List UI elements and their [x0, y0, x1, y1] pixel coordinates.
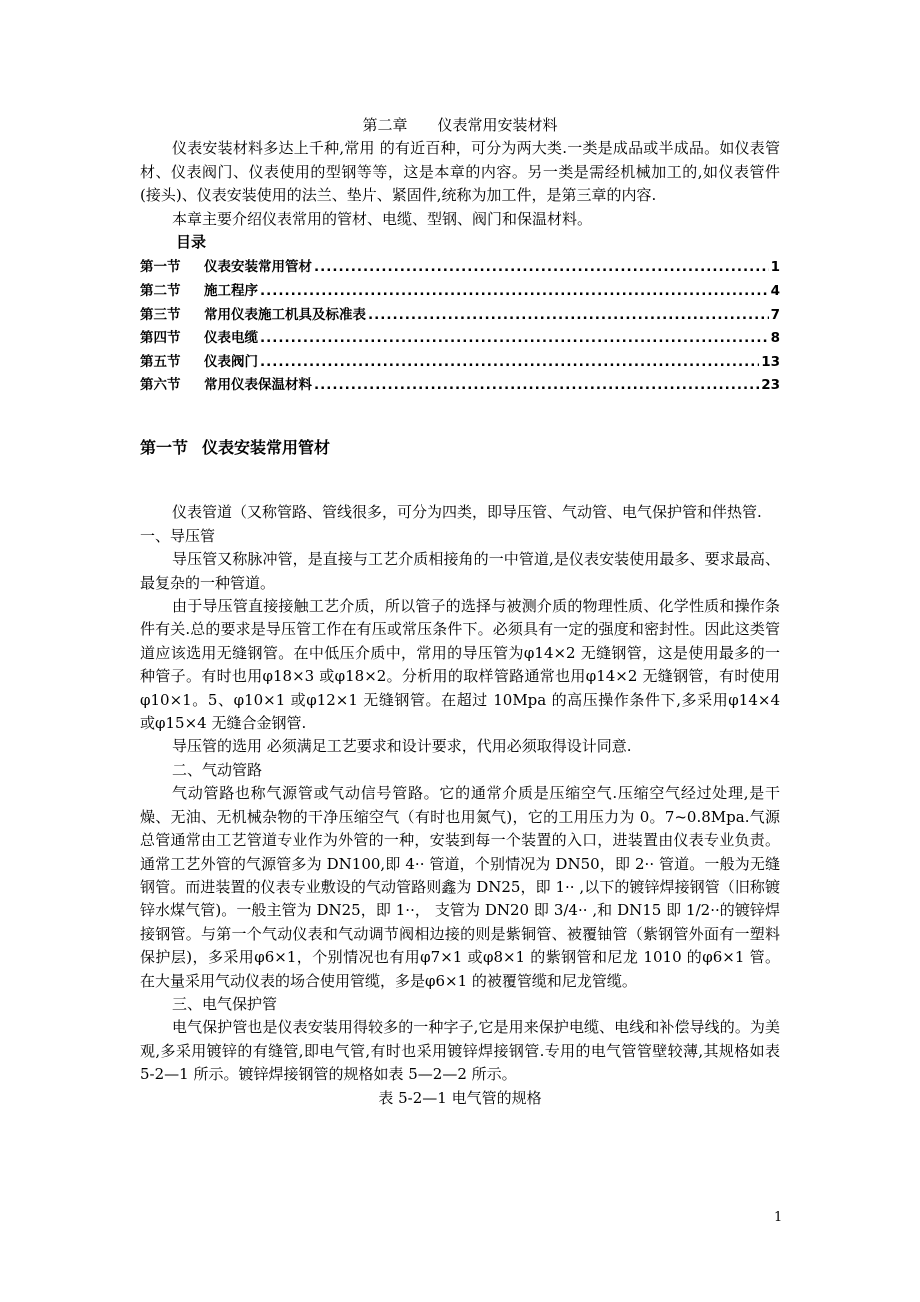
section-name: 仪表安装常用管材 [202, 438, 331, 457]
chapter-number: 第二章 [362, 116, 408, 134]
toc-heading: 目录 [176, 233, 207, 252]
toc-entry-page: 8 [770, 330, 780, 347]
body-paragraph: 由于导压管直接接触工艺介质，所以管子的选择与被测介质的物理性质、化学性质和操作条件有关.总的要求是导压管工作在有压或常压条件下。必须具有一定的强度和密封性。因此这类管道应该选用无缝钢管。在中低压介质中，常用的导压管为φ14×2 无缝钢管，这是使用最多的一种管子。有时也用φ18×3 或φ18×2。分析用的取样管路通常也用φ14×2 无缝钢管，有时使用φ10×1。5、φ10×1 或φ12×1 无缝钢管。在超过 10Mpa 的高压操作条件下,多采用φ14×4 或φ15×4 无缝合金钢管. [140, 597, 780, 733]
toc-entry-number: 第六节 [140, 377, 181, 394]
toc-leader-dots [368, 304, 769, 327]
toc-entry-page: 4 [770, 283, 780, 300]
page-number: 1 [774, 1210, 783, 1225]
body-paragraph: 仪表管道（又称管路、管线很多，可分为四类，即导压管、气动管、电气保护管和伴热管. [172, 503, 762, 522]
body-paragraph: 气动管路也称气源管或气动信号管路。它的通常介质是压缩空气.压缩空气经过处理,是干燥、无油、无机械杂物的干净压缩空气（有时也用氮气)，它的工用压力为 0。7~0.8Mpa.气源总管通常由工艺管道专业作为外管的一种，安装到每一个装置的入口，进装置由仪表专业负责。通常工艺外管的气源管多为 DN100,即 4·· 管道，个别情况为 DN50，即 2·· 管道。一般为无缝钢管。而进装置的仪表专业敷设的气动管路则鑫为 DN25，即 1·· ,以下的镀锌焊接钢管（旧称镀锌水煤气管)。一般主管为 DN25，即 1··， 支管为 DN20 即 3/4·· ,和 DN15 即 1/2··的镀锌焊接钢管。与第一个气动仪表和气动调节阀相边接的则是紫铜管、被覆铀管（紫钢管外面有一塑料保护层)，多采用φ6×1，个别情况也有用φ7×1 或φ8×1 的紫钢管和尼龙 1010 的φ6×1 管。在大量采用气动仪表的场合使用管缆，多是φ6×1 的被覆管缆和尼龙管缆。 [140, 784, 780, 990]
toc-entry-title: 仪表阀门 [204, 353, 258, 370]
intro-paragraph-2: 本章主要介绍仪表常用的管材、电缆、型钢、阀门和保温材料。 [172, 209, 593, 228]
subheading-pneumatic-pipe: 二、气动管路 [172, 760, 263, 779]
toc-entry-1[interactable] [140, 256, 780, 280]
table-caption: 表 5-2—1 电气管的规格 [378, 1088, 542, 1107]
toc-entry-page: 7 [770, 306, 780, 323]
subheading-pressure-pipe: 一、导压管 [140, 526, 216, 545]
toc-entry-5[interactable] [140, 351, 780, 375]
body-paragraph: 导压管又称脉冲管，是直接与工艺介质相接角的一中管道,是仪表安装使用最多、要求最高、最复杂的一种管道。 [140, 550, 780, 592]
toc-entry-page: 1 [770, 259, 780, 276]
toc-leader-dots [260, 327, 769, 350]
toc-leader-dots [314, 256, 769, 279]
toc-entry-number: 第一节 [140, 259, 181, 276]
toc-entry-title: 常用仪表保温材料 [204, 377, 312, 394]
body-paragraph: 导压管的选用 必须满足工艺要求和设计要求，代用必须取得设计同意. [172, 737, 632, 756]
toc-entry-2[interactable] [140, 280, 780, 304]
section-title [140, 436, 780, 459]
toc-entry-number: 第二节 [140, 283, 181, 300]
toc-entry-title: 仪表安装常用管材 [204, 259, 312, 276]
document-page [140, 114, 780, 1110]
section-number: 第一节 [140, 438, 189, 457]
toc-entry-title: 常用仪表施工机具及标准表 [204, 306, 366, 323]
toc-entry-page: 23 [761, 377, 780, 394]
toc-entry-number: 第五节 [140, 353, 181, 370]
toc-leader-dots [260, 280, 769, 303]
body-paragraph: 电气保护管也是仪表安装用得较多的一种字子,它是用来保护电缆、电线和补偿导线的。为美观,多采用镀锌的有缝管,即电气管,有时也采用镀锌焊接钢管.专用的电气管管壁较薄,其规格如表 5-2—1 所示。镀锌焊接钢管的规格如表 5—2—2 所示。 [140, 1018, 780, 1084]
toc-entry-6[interactable] [140, 374, 780, 398]
table-of-contents [140, 256, 780, 398]
toc-entry-3[interactable] [140, 304, 780, 328]
toc-leader-dots [260, 351, 759, 374]
toc-entry-page: 13 [761, 353, 780, 370]
chapter-name: 仪表常用安装材料 [437, 116, 558, 134]
subheading-electrical-conduit: 三、电气保护管 [172, 994, 278, 1013]
toc-entry-4[interactable] [140, 327, 780, 351]
toc-entry-number: 第三节 [140, 306, 181, 323]
toc-leader-dots [314, 374, 759, 397]
toc-entry-number: 第四节 [140, 330, 181, 347]
toc-entry-title: 仪表电缆 [204, 330, 258, 347]
chapter-title [140, 114, 780, 137]
intro-paragraph-1: 仪表安装材料多达上千种,常用 的有近百种，可分为两大类.一类是成品或半成品。如仪表管材、仪表阀门、仪表使用的型钢等等，这是本章的内容。另一类是需经机械加工的,如仪表管件(接头)、仪表安装使用的法兰、垫片、紧固件,统称为加工件，是第三章的内容. [140, 139, 780, 205]
toc-entry-title: 施工程序 [204, 283, 258, 300]
